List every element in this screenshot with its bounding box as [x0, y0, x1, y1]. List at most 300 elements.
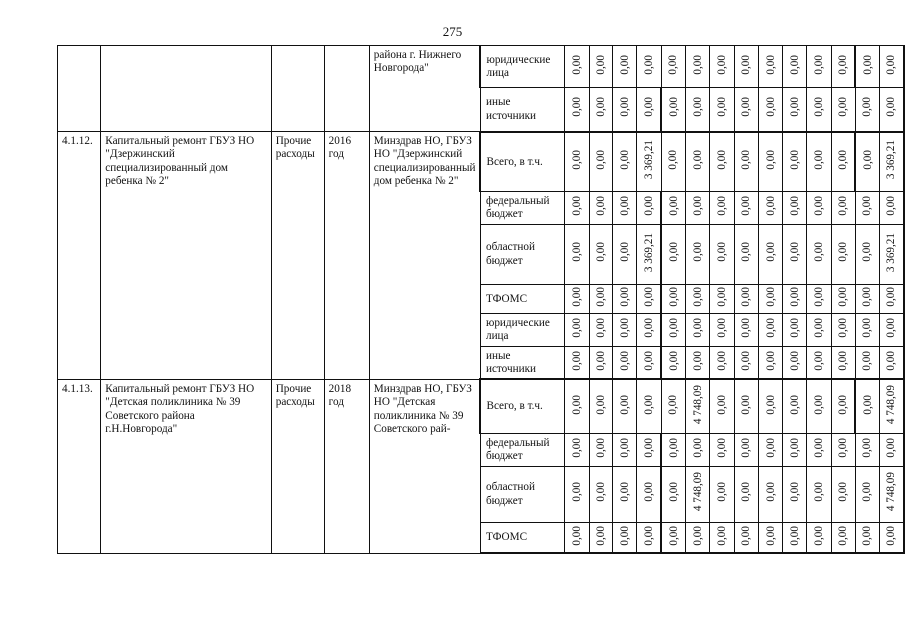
- table-row: [58, 379, 905, 433]
- value-text: 0,00: [788, 195, 801, 216]
- value-text: 0,00: [813, 482, 826, 502]
- value-cell: [855, 379, 879, 433]
- value-cell: [807, 88, 832, 132]
- value-cell: [710, 132, 735, 192]
- value-text: 0,00: [740, 317, 753, 338]
- value-text: 0,00: [618, 317, 631, 338]
- value-text: 0,00: [618, 394, 631, 415]
- value-text: 0,00: [740, 286, 753, 307]
- value-text: 0,00: [740, 525, 753, 546]
- value-cell: [564, 224, 589, 284]
- value-text: 0,00: [594, 97, 607, 117]
- value-cell: [734, 192, 759, 225]
- value-cell: [879, 522, 904, 553]
- value-text: 0,00: [642, 195, 655, 216]
- value-text: 0,00: [642, 482, 655, 502]
- value-cell: [589, 224, 613, 284]
- value-cell: [710, 433, 735, 466]
- value-cell: [564, 88, 589, 132]
- value-text: 0,00: [740, 195, 753, 216]
- value-cell: [686, 379, 710, 433]
- item-year-cell: 2016 год: [324, 132, 369, 380]
- value-cell: [832, 88, 856, 132]
- value-cell: [686, 466, 710, 522]
- value-text: 3 369,21: [642, 232, 655, 272]
- value-text: 0,00: [594, 525, 607, 546]
- value-text: 0,00: [764, 394, 777, 415]
- value-cell: [855, 224, 879, 284]
- value-text: 0,00: [788, 437, 801, 458]
- executor-cell: района г. Нижнего Новгорода": [369, 46, 480, 132]
- value-cell: [710, 46, 735, 88]
- value-text: 0,00: [667, 242, 680, 262]
- value-text: 0,00: [861, 525, 874, 546]
- value-cell: [686, 346, 710, 379]
- value-cell: [564, 466, 589, 522]
- value-text: 0,00: [861, 437, 874, 458]
- funding-source-cell: иные источники: [480, 346, 564, 379]
- value-text: 0,00: [764, 54, 777, 75]
- page-number: 275: [442, 24, 463, 39]
- empty-number-cell: [58, 46, 101, 132]
- value-text: 0,00: [715, 242, 728, 262]
- item-category-cell: Прочие расходы: [271, 132, 324, 380]
- value-text: 0,00: [594, 437, 607, 458]
- value-text: 0,00: [618, 482, 631, 502]
- value-cell: [710, 192, 735, 225]
- value-cell: [686, 88, 710, 132]
- value-text: 0,00: [715, 97, 728, 117]
- value-text: 0,00: [813, 317, 826, 338]
- value-cell: [613, 132, 637, 192]
- value-cell: [734, 379, 759, 433]
- value-text: 0,00: [594, 242, 607, 262]
- value-cell: [879, 224, 904, 284]
- value-text: 0,00: [691, 525, 704, 546]
- value-text: 0,00: [813, 97, 826, 117]
- value-text: 0,00: [788, 317, 801, 338]
- value-cell: [661, 313, 686, 346]
- value-cell: [661, 466, 686, 522]
- value-text: 0,00: [715, 286, 728, 307]
- value-text: 0,00: [788, 525, 801, 546]
- value-cell: [832, 522, 856, 553]
- funding-source-cell: ТФОМС: [480, 522, 564, 553]
- value-text: 4 748,09: [691, 384, 704, 425]
- value-text: 0,00: [764, 242, 777, 262]
- value-cell: [613, 346, 637, 379]
- value-cell: [613, 88, 637, 132]
- value-text: 0,00: [788, 242, 801, 262]
- value-text: 0,00: [570, 54, 583, 75]
- value-text: 0,00: [740, 97, 753, 117]
- value-text: 0,00: [788, 54, 801, 75]
- value-text: 0,00: [570, 286, 583, 307]
- value-cell: [855, 433, 879, 466]
- value-text: 0,00: [764, 97, 777, 117]
- value-text: 0,00: [861, 286, 874, 307]
- value-text: 0,00: [861, 149, 874, 170]
- value-cell: [661, 46, 686, 88]
- value-text: 0,00: [691, 317, 704, 338]
- value-text: 0,00: [885, 54, 898, 75]
- empty-category-cell: [271, 46, 324, 132]
- table-row: [58, 46, 905, 88]
- funding-source-cell: ТФОМС: [480, 284, 564, 313]
- value-text: 0,00: [861, 350, 874, 371]
- value-text: 0,00: [813, 149, 826, 170]
- value-cell: [661, 132, 686, 192]
- value-text: 0,00: [618, 437, 631, 458]
- value-cell: [661, 224, 686, 284]
- value-text: 4 748,09: [885, 384, 898, 425]
- item-number-cell: 4.1.12.: [58, 132, 101, 380]
- value-text: 0,00: [764, 482, 777, 502]
- value-cell: [661, 88, 686, 132]
- value-cell: [734, 433, 759, 466]
- value-text: 0,00: [715, 482, 728, 502]
- value-text: 0,00: [885, 286, 898, 307]
- value-cell: [613, 379, 637, 433]
- value-cell: [613, 313, 637, 346]
- value-cell: [686, 284, 710, 313]
- value-text: 0,00: [764, 437, 777, 458]
- value-text: 0,00: [691, 54, 704, 75]
- value-text: 0,00: [740, 242, 753, 262]
- value-cell: [879, 46, 904, 88]
- value-cell: [759, 284, 783, 313]
- value-text: 0,00: [570, 482, 583, 502]
- value-cell: [564, 433, 589, 466]
- value-text: 0,00: [837, 286, 850, 307]
- value-text: 0,00: [691, 195, 704, 216]
- value-cell: [832, 284, 856, 313]
- value-text: 0,00: [570, 97, 583, 117]
- value-cell: [807, 313, 832, 346]
- value-cell: [879, 132, 904, 192]
- value-cell: [832, 346, 856, 379]
- value-cell: [879, 313, 904, 346]
- value-cell: [855, 88, 879, 132]
- value-cell: [734, 46, 759, 88]
- value-cell: [734, 522, 759, 553]
- value-cell: [613, 284, 637, 313]
- value-text: 0,00: [788, 394, 801, 415]
- value-cell: [879, 192, 904, 225]
- value-cell: [661, 433, 686, 466]
- value-cell: [661, 379, 686, 433]
- value-text: 4 748,09: [885, 472, 898, 512]
- value-text: 3 369,21: [885, 232, 898, 272]
- value-cell: [613, 192, 637, 225]
- value-text: 0,00: [642, 394, 655, 415]
- value-cell: [832, 224, 856, 284]
- value-text: 0,00: [788, 350, 801, 371]
- value-cell: [832, 466, 856, 522]
- value-text: 0,00: [764, 317, 777, 338]
- value-cell: [589, 379, 613, 433]
- value-cell: [564, 379, 589, 433]
- value-text: 0,00: [813, 394, 826, 415]
- value-text: 0,00: [788, 149, 801, 170]
- value-text: 0,00: [642, 286, 655, 307]
- value-cell: [807, 132, 832, 192]
- value-cell: [613, 46, 637, 88]
- value-text: 0,00: [715, 317, 728, 338]
- value-text: 0,00: [715, 437, 728, 458]
- value-cell: [661, 284, 686, 313]
- value-cell: [636, 313, 661, 346]
- value-text: 0,00: [885, 437, 898, 458]
- value-cell: [782, 224, 807, 284]
- value-cell: [636, 224, 661, 284]
- value-cell: [855, 192, 879, 225]
- value-text: 0,00: [813, 350, 826, 371]
- value-cell: [855, 313, 879, 346]
- value-text: 0,00: [618, 97, 631, 117]
- value-text: 0,00: [861, 242, 874, 262]
- value-cell: [686, 522, 710, 553]
- value-text: 0,00: [667, 482, 680, 502]
- value-cell: [855, 46, 879, 88]
- value-text: 0,00: [691, 437, 704, 458]
- value-text: 0,00: [642, 54, 655, 75]
- value-text: 0,00: [813, 437, 826, 458]
- value-cell: [564, 132, 589, 192]
- value-text: 0,00: [594, 350, 607, 371]
- value-text: 0,00: [740, 394, 753, 415]
- value-cell: [807, 224, 832, 284]
- item-name-cell: Капитальный ремонт ГБУЗ НО "Дзержинский специализированный дом ребенка № 2": [101, 132, 271, 380]
- value-text: 0,00: [667, 317, 680, 338]
- value-text: 0,00: [885, 97, 898, 117]
- value-text: 0,00: [861, 97, 874, 117]
- value-text: 0,00: [861, 394, 874, 415]
- value-cell: [807, 192, 832, 225]
- value-text: 0,00: [788, 97, 801, 117]
- value-text: 0,00: [837, 242, 850, 262]
- value-text: 0,00: [618, 54, 631, 75]
- value-cell: [734, 284, 759, 313]
- value-cell: [589, 192, 613, 225]
- item-executor-cell: Минздрав НО, ГБУЗ НО "Дзержинский специализированный дом ребенка № 2": [369, 132, 480, 380]
- value-cell: [636, 132, 661, 192]
- value-text: 0,00: [764, 195, 777, 216]
- value-cell: [686, 224, 710, 284]
- value-cell: [686, 192, 710, 225]
- value-text: 0,00: [813, 54, 826, 75]
- value-cell: [686, 433, 710, 466]
- value-text: 0,00: [642, 525, 655, 546]
- value-cell: [807, 46, 832, 88]
- value-cell: [589, 46, 613, 88]
- value-text: 0,00: [570, 149, 583, 170]
- value-cell: [759, 132, 783, 192]
- value-text: 0,00: [764, 525, 777, 546]
- funding-source-cell: областной бюджет: [480, 224, 564, 284]
- value-cell: [782, 466, 807, 522]
- value-text: 0,00: [813, 195, 826, 216]
- value-cell: [613, 433, 637, 466]
- value-cell: [855, 346, 879, 379]
- value-cell: [636, 192, 661, 225]
- item-name-cell: Капитальный ремонт ГБУЗ НО "Детская поликлиника № 39 Советского района г.Н.Новгорода": [101, 379, 271, 553]
- value-text: 0,00: [813, 525, 826, 546]
- value-cell: [710, 522, 735, 553]
- value-cell: [879, 379, 904, 433]
- value-cell: [855, 284, 879, 313]
- value-text: 0,00: [861, 317, 874, 338]
- value-text: 0,00: [570, 242, 583, 262]
- value-cell: [564, 192, 589, 225]
- value-cell: [807, 433, 832, 466]
- value-cell: [636, 522, 661, 553]
- value-cell: [661, 522, 686, 553]
- value-cell: [589, 132, 613, 192]
- value-cell: [710, 379, 735, 433]
- value-cell: [782, 522, 807, 553]
- value-cell: [782, 379, 807, 433]
- value-cell: [686, 132, 710, 192]
- value-cell: [589, 88, 613, 132]
- value-text: 0,00: [570, 394, 583, 415]
- value-cell: [782, 132, 807, 192]
- funding-source-cell: областной бюджет: [480, 466, 564, 522]
- value-cell: [686, 46, 710, 88]
- value-cell: [832, 433, 856, 466]
- value-text: 0,00: [837, 149, 850, 170]
- value-text: 0,00: [837, 97, 850, 117]
- value-cell: [832, 192, 856, 225]
- value-text: 0,00: [570, 317, 583, 338]
- value-text: 0,00: [715, 350, 728, 371]
- value-text: 0,00: [594, 394, 607, 415]
- value-text: 0,00: [667, 437, 680, 458]
- value-cell: [759, 88, 783, 132]
- value-cell: [710, 284, 735, 313]
- value-cell: [589, 433, 613, 466]
- value-cell: [564, 313, 589, 346]
- value-cell: [759, 466, 783, 522]
- value-text: 0,00: [715, 394, 728, 415]
- value-text: 0,00: [667, 149, 680, 170]
- value-text: 0,00: [691, 286, 704, 307]
- value-text: 3 369,21: [642, 139, 655, 180]
- value-text: 0,00: [861, 482, 874, 502]
- value-text: 0,00: [570, 195, 583, 216]
- value-text: 0,00: [594, 317, 607, 338]
- value-text: 0,00: [667, 286, 680, 307]
- value-cell: [879, 433, 904, 466]
- value-text: 0,00: [642, 317, 655, 338]
- value-cell: [734, 346, 759, 379]
- item-year-cell: 2018 год: [324, 379, 369, 553]
- value-cell: [661, 346, 686, 379]
- value-text: 0,00: [594, 195, 607, 216]
- value-text: 0,00: [594, 286, 607, 307]
- value-cell: [832, 379, 856, 433]
- value-cell: [855, 522, 879, 553]
- value-text: 0,00: [618, 525, 631, 546]
- item-number-cell: 4.1.13.: [58, 379, 101, 553]
- value-text: 0,00: [837, 525, 850, 546]
- value-cell: [807, 522, 832, 553]
- value-text: 0,00: [715, 54, 728, 75]
- value-text: 0,00: [570, 437, 583, 458]
- value-cell: [564, 284, 589, 313]
- value-text: 0,00: [642, 350, 655, 371]
- value-text: 0,00: [570, 350, 583, 371]
- value-text: 0,00: [740, 482, 753, 502]
- value-cell: [879, 284, 904, 313]
- value-cell: [879, 88, 904, 132]
- value-cell: [782, 88, 807, 132]
- value-cell: [782, 192, 807, 225]
- value-text: 0,00: [764, 286, 777, 307]
- value-cell: [636, 46, 661, 88]
- value-text: 0,00: [594, 482, 607, 502]
- value-text: 0,00: [594, 149, 607, 170]
- value-text: 0,00: [715, 195, 728, 216]
- value-cell: [564, 46, 589, 88]
- value-cell: [832, 313, 856, 346]
- value-cell: [879, 466, 904, 522]
- value-text: 0,00: [837, 350, 850, 371]
- value-text: 0,00: [715, 149, 728, 170]
- funding-source-cell: юридические лица: [480, 313, 564, 346]
- value-cell: [734, 88, 759, 132]
- value-text: 0,00: [885, 317, 898, 338]
- funding-source-cell: иные источники: [480, 88, 564, 132]
- value-cell: [759, 346, 783, 379]
- value-cell: [782, 346, 807, 379]
- value-cell: [807, 379, 832, 433]
- value-cell: [564, 346, 589, 379]
- value-text: 0,00: [667, 54, 680, 75]
- value-cell: [661, 192, 686, 225]
- value-cell: [832, 46, 856, 88]
- value-cell: [759, 224, 783, 284]
- value-text: 0,00: [764, 149, 777, 170]
- value-text: 0,00: [691, 350, 704, 371]
- value-cell: [613, 522, 637, 553]
- table-row: [58, 132, 905, 192]
- value-cell: [710, 224, 735, 284]
- funding-source-cell: Всего, в т.ч.: [480, 379, 564, 433]
- value-cell: [782, 284, 807, 313]
- value-text: 0,00: [885, 195, 898, 216]
- value-text: 0,00: [813, 286, 826, 307]
- value-cell: [589, 284, 613, 313]
- value-cell: [734, 224, 759, 284]
- value-text: 0,00: [715, 525, 728, 546]
- funding-source-cell: юридические лица: [480, 46, 564, 88]
- value-cell: [807, 284, 832, 313]
- value-text: 0,00: [837, 54, 850, 75]
- value-text: 0,00: [691, 149, 704, 170]
- value-cell: [613, 466, 637, 522]
- value-text: 0,00: [861, 195, 874, 216]
- value-text: 0,00: [885, 525, 898, 546]
- value-cell: [589, 466, 613, 522]
- value-text: 0,00: [837, 195, 850, 216]
- value-cell: [589, 522, 613, 553]
- value-cell: [636, 284, 661, 313]
- value-cell: [636, 433, 661, 466]
- value-text: 0,00: [618, 195, 631, 216]
- value-cell: [589, 313, 613, 346]
- value-text: 0,00: [885, 350, 898, 371]
